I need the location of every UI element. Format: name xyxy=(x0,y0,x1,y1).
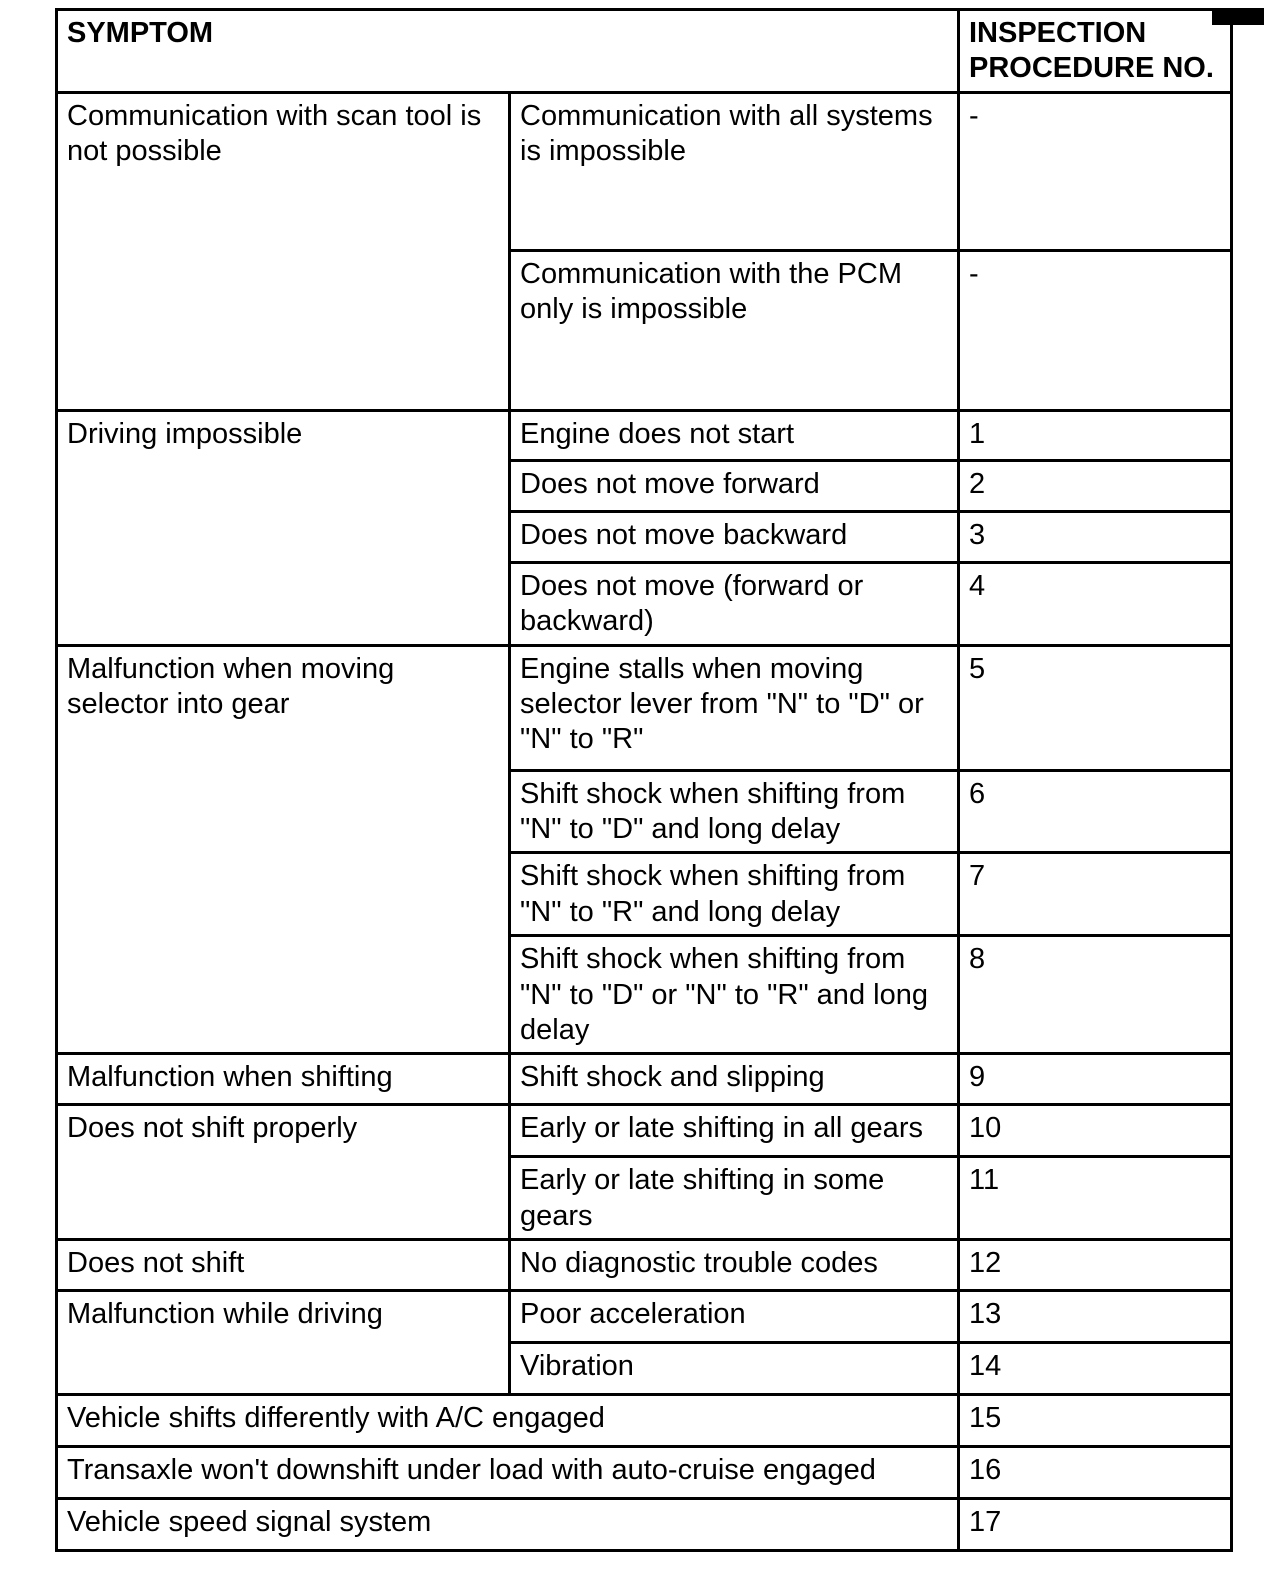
procedure-no-cell: 1 xyxy=(959,410,1232,460)
procedure-no-cell: 2 xyxy=(959,460,1232,511)
procedure-no-cell: 17 xyxy=(959,1499,1232,1551)
procedure-no-cell: 11 xyxy=(959,1157,1232,1240)
detail-cell: Communication with all systems is impossible xyxy=(510,92,959,250)
detail-cell: Shift shock when shifting from "N" to "R" and long delay xyxy=(510,853,959,936)
symptom-cell: Malfunction when shifting xyxy=(57,1054,510,1105)
detail-cell: Shift shock when shifting from "N" to "D" and long delay xyxy=(510,770,959,853)
symptom-cell: Vehicle speed signal system xyxy=(57,1499,959,1551)
procedure-no-cell: 4 xyxy=(959,562,1232,645)
symptom-cell: Malfunction when moving selector into gear xyxy=(57,645,510,1054)
detail-cell: Early or late shifting in all gears xyxy=(510,1105,959,1157)
detail-cell: No diagnostic trouble codes xyxy=(510,1240,959,1291)
table-header-row xyxy=(57,10,1232,93)
procedure-no-cell: 7 xyxy=(959,853,1232,936)
procedure-no-cell: 8 xyxy=(959,936,1232,1054)
detail-cell: Poor acceleration xyxy=(510,1291,959,1343)
symptom-cell: Transaxle won't downshift under load with auto-cruise engaged xyxy=(57,1447,959,1499)
detail-cell: Does not move backward xyxy=(510,511,959,562)
detail-cell: Engine does not start xyxy=(510,410,959,460)
table-row xyxy=(57,1105,1232,1157)
procedure-no-cell: 3 xyxy=(959,511,1232,562)
table-row xyxy=(57,645,1232,770)
symptom-table xyxy=(55,8,1233,1552)
detail-cell: Vibration xyxy=(510,1343,959,1395)
procedure-no-cell: - xyxy=(959,250,1232,410)
table-row xyxy=(57,1054,1232,1105)
procedure-no-cell: 14 xyxy=(959,1343,1232,1395)
symptom-cell: Does not shift xyxy=(57,1240,510,1291)
procedure-no-cell: - xyxy=(959,92,1232,250)
procedure-no-cell: 9 xyxy=(959,1054,1232,1105)
procedure-no-cell: 15 xyxy=(959,1395,1232,1447)
symptom-cell: Does not shift properly xyxy=(57,1105,510,1240)
symptom-header: SYMPTOM xyxy=(57,10,959,93)
table-row xyxy=(57,1447,1232,1499)
table-row xyxy=(57,1395,1232,1447)
table-row xyxy=(57,410,1232,460)
detail-cell: Engine stalls when moving selector lever from "N" to "D" or "N" to "R" xyxy=(510,645,959,770)
detail-cell: Communication with the PCM only is impossible xyxy=(510,250,959,410)
detail-cell: Does not move (forward or backward) xyxy=(510,562,959,645)
symptom-cell: Vehicle shifts differently with A/C engaged xyxy=(57,1395,959,1447)
procedure-no-cell: 10 xyxy=(959,1105,1232,1157)
detail-cell: Shift shock and slipping xyxy=(510,1054,959,1105)
page-corner-mark xyxy=(1212,8,1264,25)
detail-cell: Shift shock when shifting from "N" to "D" or "N" to "R" and long delay xyxy=(510,936,959,1054)
procedure-no-cell: 13 xyxy=(959,1291,1232,1343)
procedure-no-cell: 6 xyxy=(959,770,1232,853)
procedure-no-cell: 16 xyxy=(959,1447,1232,1499)
table-row xyxy=(57,1240,1232,1291)
symptom-cell: Malfunction while driving xyxy=(57,1291,510,1395)
detail-cell: Early or late shifting in some gears xyxy=(510,1157,959,1240)
symptom-cell: Communication with scan tool is not possible xyxy=(57,92,510,410)
table-row xyxy=(57,92,1232,250)
symptom-cell: Driving impossible xyxy=(57,410,510,645)
procedure-no-cell: 5 xyxy=(959,645,1232,770)
table-row xyxy=(57,1499,1232,1551)
detail-cell: Does not move forward xyxy=(510,460,959,511)
table-row xyxy=(57,1291,1232,1343)
procedure-no-header: INSPECTION PROCEDURE NO. xyxy=(959,10,1232,93)
procedure-no-cell: 12 xyxy=(959,1240,1232,1291)
